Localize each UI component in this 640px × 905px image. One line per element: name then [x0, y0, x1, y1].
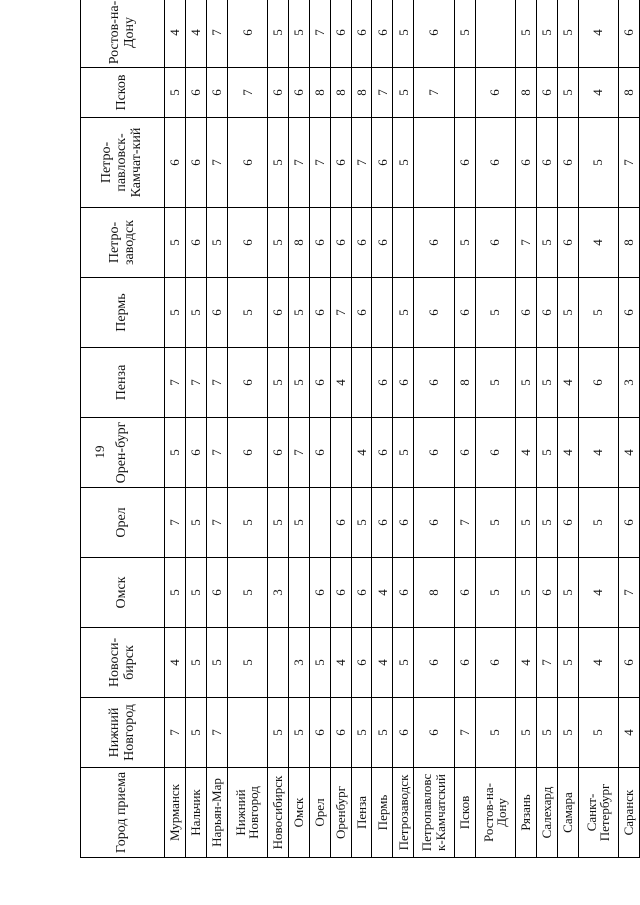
- table-cell: 7: [185, 348, 206, 418]
- table-cell: 4: [330, 348, 351, 418]
- city-cell: Салехард: [536, 768, 557, 858]
- table-cell: 5: [475, 488, 515, 558]
- table-cell: 6: [536, 118, 557, 208]
- table-cell: [309, 488, 330, 558]
- table-cell: 6: [268, 418, 289, 488]
- table-cell: 5: [536, 418, 557, 488]
- table-row: [414, 0, 454, 858]
- table-cell: 6: [454, 278, 475, 348]
- table-cell: 6: [475, 68, 515, 118]
- column-header: Пермь: [81, 278, 165, 348]
- table-cell: 6: [414, 628, 454, 698]
- table-cell: [393, 208, 414, 278]
- table-row: [185, 0, 206, 858]
- table-cell: 7: [454, 698, 475, 768]
- column-header: Новоси-бирск: [81, 628, 165, 698]
- table-cell: 6: [185, 68, 206, 118]
- city-cell: Пермь: [372, 768, 393, 858]
- table-cell: 6: [309, 418, 330, 488]
- table-cell: 8: [351, 68, 372, 118]
- table-cell: 5: [165, 558, 186, 628]
- table-cell: 6: [515, 118, 536, 208]
- city-cell: Нарьян-Мар: [206, 768, 227, 858]
- table-row: [268, 0, 289, 858]
- table-cell: 4: [330, 628, 351, 698]
- table-cell: 6: [414, 488, 454, 558]
- table-cell: 5: [536, 0, 557, 68]
- table-cell: 6: [227, 118, 267, 208]
- table-cell: 5: [288, 348, 309, 418]
- table-cell: 5: [578, 698, 618, 768]
- column-header: Пенза: [81, 348, 165, 418]
- table-cell: 4: [578, 208, 618, 278]
- table-cell: 6: [372, 418, 393, 488]
- table-cell: 6: [330, 488, 351, 558]
- table-cell: 8: [454, 348, 475, 418]
- table-cell: 7: [165, 488, 186, 558]
- city-cell: Рязань: [515, 768, 536, 858]
- table-cell: 7: [372, 68, 393, 118]
- table-cell: 6: [268, 278, 289, 348]
- table-cell: 6: [185, 118, 206, 208]
- table-row: [618, 0, 639, 858]
- table-cell: 6: [309, 208, 330, 278]
- table-cell: 5: [268, 118, 289, 208]
- table-cell: 7: [288, 118, 309, 208]
- table-cell: 6: [206, 278, 227, 348]
- city-cell: Новосибирск: [268, 768, 289, 858]
- table-cell: 5: [165, 208, 186, 278]
- table-cell: 5: [515, 558, 536, 628]
- table-cell: 5: [557, 68, 578, 118]
- page-number: 19: [92, 445, 107, 459]
- table-cell: 6: [330, 0, 351, 68]
- table-cell: 5: [288, 0, 309, 68]
- table-cell: 4: [578, 628, 618, 698]
- city-cell: Петропавловс к-Камчатский: [414, 768, 454, 858]
- table-cell: 5: [578, 488, 618, 558]
- table-cell: 5: [557, 278, 578, 348]
- table-cell: 6: [454, 558, 475, 628]
- table-cell: 6: [414, 0, 454, 68]
- table-cell: 7: [165, 348, 186, 418]
- table-cell: 7: [330, 278, 351, 348]
- table-cell: 4: [515, 418, 536, 488]
- table-cell: 5: [309, 628, 330, 698]
- table-cell: 7: [618, 118, 639, 208]
- table-body: [165, 0, 640, 858]
- table-cell: 7: [618, 558, 639, 628]
- city-cell: Псков: [454, 768, 475, 858]
- table-cell: 7: [309, 118, 330, 208]
- table-cell: 5: [393, 418, 414, 488]
- table-cell: 4: [185, 0, 206, 68]
- table-cell: 7: [206, 418, 227, 488]
- table-cell: 6: [454, 418, 475, 488]
- table-cell: [268, 628, 289, 698]
- table-cell: 5: [557, 628, 578, 698]
- table-cell: 6: [414, 278, 454, 348]
- table-cell: 6: [330, 698, 351, 768]
- table-row: [536, 0, 557, 858]
- city-cell: Оренбург: [330, 768, 351, 858]
- table-cell: 6: [351, 558, 372, 628]
- table-cell: 4: [165, 0, 186, 68]
- table-cell: 4: [618, 698, 639, 768]
- table-cell: 6: [454, 628, 475, 698]
- table-cell: 4: [578, 68, 618, 118]
- table-cell: 5: [185, 488, 206, 558]
- table-cell: 5: [351, 698, 372, 768]
- table-cell: 5: [515, 698, 536, 768]
- table-cell: 5: [557, 698, 578, 768]
- table-cell: 5: [227, 488, 267, 558]
- table-cell: 5: [475, 278, 515, 348]
- table-cell: 6: [268, 68, 289, 118]
- table-cell: 6: [414, 348, 454, 418]
- table-cell: 5: [288, 488, 309, 558]
- table-cell: 5: [475, 348, 515, 418]
- table-cell: 7: [206, 118, 227, 208]
- table-cell: 7: [351, 118, 372, 208]
- city-cell: Нижний Новгород: [227, 768, 267, 858]
- city-cell: Саранск: [618, 768, 639, 858]
- city-cell: Пенза: [351, 768, 372, 858]
- table-cell: 6: [330, 558, 351, 628]
- table-cell: 6: [351, 628, 372, 698]
- table-cell: 6: [475, 628, 515, 698]
- table-cell: [351, 348, 372, 418]
- table-cell: 5: [536, 348, 557, 418]
- table-cell: 5: [227, 558, 267, 628]
- table-cell: 7: [206, 488, 227, 558]
- table-row: [165, 0, 186, 858]
- table-row: [372, 0, 393, 858]
- city-cell: Мурманск: [165, 768, 186, 858]
- table-cell: 4: [372, 628, 393, 698]
- table-row: [309, 0, 330, 858]
- table-cell: 5: [185, 278, 206, 348]
- table-cell: 6: [372, 208, 393, 278]
- city-cell: Самара: [557, 768, 578, 858]
- table-cell: [227, 698, 267, 768]
- column-header: Город приема: [81, 768, 165, 858]
- table-cell: 4: [578, 0, 618, 68]
- table-cell: 6: [227, 208, 267, 278]
- table-cell: 6: [351, 278, 372, 348]
- table-cell: 5: [393, 118, 414, 208]
- table-cell: [372, 278, 393, 348]
- table-cell: 5: [165, 418, 186, 488]
- table-cell: 5: [268, 0, 289, 68]
- column-header: Петро-заводск: [81, 208, 165, 278]
- table-row: [557, 0, 578, 858]
- table-row: [330, 0, 351, 858]
- table-cell: 5: [165, 278, 186, 348]
- column-header: Орен-бург: [81, 418, 165, 488]
- table-cell: 5: [557, 558, 578, 628]
- table-cell: 5: [288, 698, 309, 768]
- table-cell: 5: [515, 0, 536, 68]
- table-row: [288, 0, 309, 858]
- table-cell: 6: [309, 348, 330, 418]
- table-cell: 6: [578, 348, 618, 418]
- table-cell: 6: [309, 698, 330, 768]
- column-header: Псков: [81, 68, 165, 118]
- column-header: Орел: [81, 488, 165, 558]
- table-cell: 3: [618, 348, 639, 418]
- table-cell: 4: [578, 558, 618, 628]
- city-cell: Санкт-Петербург: [578, 768, 618, 858]
- table-cell: 8: [330, 68, 351, 118]
- column-header: Петро-павловск-Камчат-кий: [81, 118, 165, 208]
- table-cell: 4: [578, 418, 618, 488]
- table-cell: [288, 558, 309, 628]
- table-cell: 5: [185, 558, 206, 628]
- table-cell: 4: [557, 348, 578, 418]
- table-cell: 7: [515, 208, 536, 278]
- table-cell: 8: [515, 68, 536, 118]
- table-cell: 6: [372, 488, 393, 558]
- table-cell: [330, 418, 351, 488]
- table-cell: 4: [515, 628, 536, 698]
- table-cell: 5: [454, 0, 475, 68]
- table-cell: 5: [557, 0, 578, 68]
- table-row: [515, 0, 536, 858]
- table-cell: 6: [351, 0, 372, 68]
- rotated-table-container: [80, 0, 640, 858]
- table-cell: 6: [227, 348, 267, 418]
- table-cell: 6: [557, 208, 578, 278]
- table-cell: 7: [206, 698, 227, 768]
- table-row: [351, 0, 372, 858]
- table-cell: 6: [393, 348, 414, 418]
- table-row: [475, 0, 515, 858]
- table-cell: 6: [618, 278, 639, 348]
- table-cell: 6: [309, 558, 330, 628]
- table-cell: 6: [393, 698, 414, 768]
- city-cell: Петрозаводск: [393, 768, 414, 858]
- table-cell: 5: [536, 488, 557, 558]
- table-cell: 7: [165, 698, 186, 768]
- table-cell: 6: [557, 488, 578, 558]
- table-cell: 7: [206, 0, 227, 68]
- table-cell: 5: [268, 208, 289, 278]
- table-cell: 5: [393, 628, 414, 698]
- distance-table: [80, 0, 640, 858]
- table-cell: 6: [414, 418, 454, 488]
- table-cell: 5: [515, 488, 536, 558]
- table-cell: 5: [536, 208, 557, 278]
- table-cell: 6: [206, 558, 227, 628]
- table-cell: 5: [393, 0, 414, 68]
- table-cell: 5: [536, 698, 557, 768]
- table-cell: 4: [618, 418, 639, 488]
- table-row: [206, 0, 227, 858]
- table-cell: [414, 118, 454, 208]
- table-cell: 6: [227, 0, 267, 68]
- table-cell: 6: [618, 628, 639, 698]
- table-row: [454, 0, 475, 858]
- table-cell: 7: [536, 628, 557, 698]
- table-cell: 5: [206, 628, 227, 698]
- city-cell: Омск: [288, 768, 309, 858]
- table-cell: 4: [165, 628, 186, 698]
- table-cell: 4: [372, 558, 393, 628]
- table-cell: 6: [536, 68, 557, 118]
- table-cell: 7: [227, 68, 267, 118]
- table-cell: 6: [393, 488, 414, 558]
- table-cell: 6: [475, 118, 515, 208]
- city-cell: Ростов-на-Дону: [475, 768, 515, 858]
- table-cell: 4: [557, 418, 578, 488]
- table-cell: 5: [578, 118, 618, 208]
- table-cell: [454, 68, 475, 118]
- table-cell: 5: [578, 278, 618, 348]
- table-cell: 6: [165, 118, 186, 208]
- table-cell: 6: [618, 0, 639, 68]
- table-cell: 6: [372, 118, 393, 208]
- table-cell: 6: [372, 348, 393, 418]
- table-cell: 6: [330, 118, 351, 208]
- table-cell: 5: [165, 68, 186, 118]
- table-cell: 6: [475, 418, 515, 488]
- table-cell: 4: [351, 418, 372, 488]
- table-cell: 6: [309, 278, 330, 348]
- table-cell: 7: [206, 348, 227, 418]
- column-header: Нижний Новгород: [81, 698, 165, 768]
- column-header: Ростов-на-Дону: [81, 0, 165, 68]
- table-cell: 5: [206, 208, 227, 278]
- table-cell: 6: [227, 418, 267, 488]
- table-cell: 6: [372, 0, 393, 68]
- table-cell: 5: [227, 278, 267, 348]
- table-cell: 8: [309, 68, 330, 118]
- table-cell: 7: [309, 0, 330, 68]
- table-cell: 5: [475, 698, 515, 768]
- table-cell: 6: [475, 208, 515, 278]
- table-cell: 7: [414, 68, 454, 118]
- city-cell: Орел: [309, 768, 330, 858]
- table-cell: 6: [536, 278, 557, 348]
- table-cell: 6: [414, 698, 454, 768]
- table-cell: 3: [268, 558, 289, 628]
- table-cell: 5: [185, 628, 206, 698]
- table-cell: 6: [515, 278, 536, 348]
- table-cell: 5: [268, 348, 289, 418]
- table-cell: 5: [288, 278, 309, 348]
- table-cell: 5: [454, 208, 475, 278]
- table-cell: 6: [185, 208, 206, 278]
- column-header: Омск: [81, 558, 165, 628]
- table-cell: [475, 0, 515, 68]
- table-cell: 8: [288, 208, 309, 278]
- table-cell: 5: [227, 628, 267, 698]
- table-cell: 6: [414, 208, 454, 278]
- table-cell: 5: [393, 68, 414, 118]
- table-cell: 5: [268, 488, 289, 558]
- table-cell: 6: [557, 118, 578, 208]
- table-cell: 6: [351, 208, 372, 278]
- table-cell: 7: [454, 488, 475, 558]
- table-cell: 6: [536, 558, 557, 628]
- table-cell: 8: [618, 68, 639, 118]
- table-cell: 6: [185, 418, 206, 488]
- table-cell: 8: [618, 208, 639, 278]
- table-cell: 6: [618, 488, 639, 558]
- table-cell: 5: [475, 558, 515, 628]
- table-cell: 7: [288, 418, 309, 488]
- table-cell: 6: [288, 68, 309, 118]
- table-cell: 6: [206, 68, 227, 118]
- table-header-row: [81, 0, 165, 858]
- table-row: [227, 0, 267, 858]
- table-cell: 5: [515, 348, 536, 418]
- table-row: [578, 0, 618, 858]
- city-cell: Нальчик: [185, 768, 206, 858]
- table-cell: 3: [288, 628, 309, 698]
- table-cell: 5: [372, 698, 393, 768]
- table-cell: 5: [185, 698, 206, 768]
- table-cell: 6: [330, 208, 351, 278]
- table-cell: 8: [414, 558, 454, 628]
- table-cell: 6: [454, 118, 475, 208]
- table-cell: 5: [268, 698, 289, 768]
- table-cell: 5: [393, 278, 414, 348]
- table-cell: 6: [393, 558, 414, 628]
- table-cell: 5: [351, 488, 372, 558]
- table-row: [393, 0, 414, 858]
